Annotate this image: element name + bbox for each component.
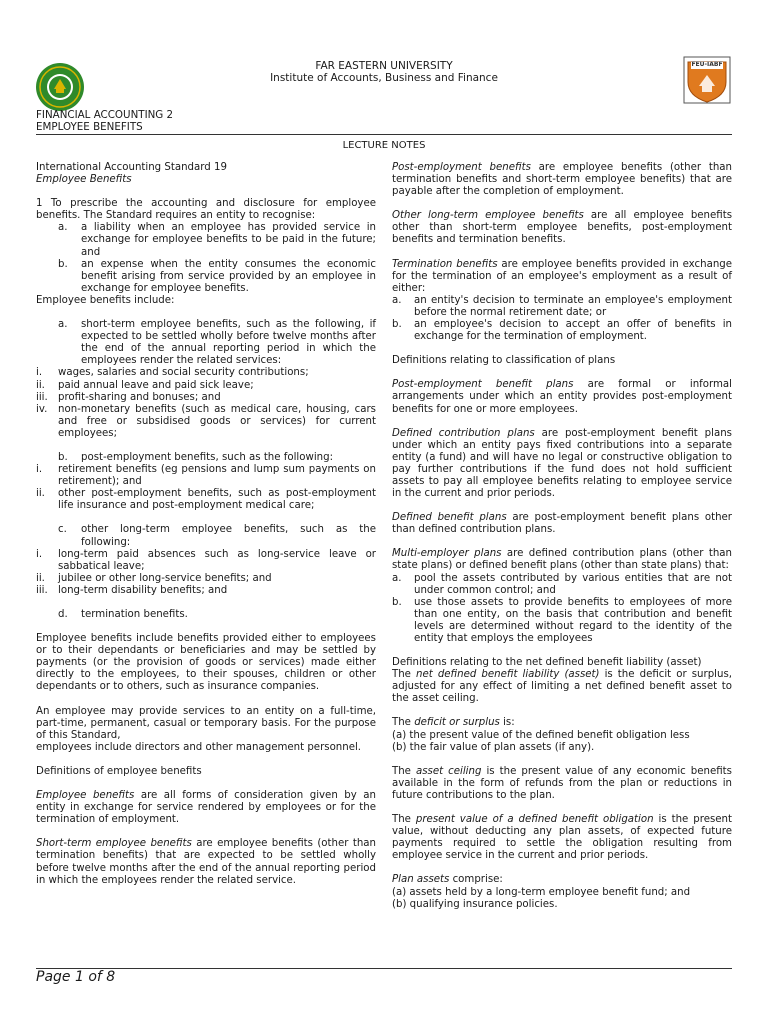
left-column <box>36 162 376 899</box>
list-item <box>36 609 376 621</box>
term: Multi-employer plans <box>392 548 502 560</box>
benefit-d-list <box>36 609 376 621</box>
list-item <box>36 367 376 379</box>
plan-assets-item-b: (b) qualifying insurance policies. <box>392 898 558 910</box>
list-text: termination benefits. <box>81 609 188 620</box>
benefit-c-sublist <box>36 549 376 597</box>
term: present value of a defined benefit obligation <box>415 814 654 826</box>
term: Plan assets <box>392 874 450 886</box>
definition-text: is: <box>499 717 515 729</box>
provided-paragraph: Employee benefits include benefits provided either to employees or to their dependants or beneficiaries and may be settled by payments (or the provision of goods or services) made either directly to the employees, to their spouses, children or other dependants or to others, such as insurance companies. <box>36 633 376 693</box>
term: Defined contribution plans <box>392 427 535 439</box>
list-marker: c. <box>58 524 67 536</box>
prefix: The <box>392 717 415 729</box>
course-topic: EMPLOYEE BENEFITS <box>36 121 143 133</box>
asset-ceiling-definition <box>392 766 732 802</box>
term: Short-term employee benefits <box>36 838 192 850</box>
list-text: pool the assets contributed by various entities that are not under common control; and <box>414 572 732 596</box>
other-long-term-definition <box>392 210 732 246</box>
multi-employer-list <box>392 573 732 646</box>
list-marker: b. <box>392 596 402 608</box>
list-marker: ii. <box>36 379 45 391</box>
definition-text: are all employee benefits other than short-term employee benefits, post-employment benefits and termination benefits. <box>392 210 733 246</box>
employee-paragraph-b: employees include directors and other management personnel. <box>36 741 362 753</box>
plan-assets-item-a: (a) assets held by a long-term employee benefit fund; and <box>392 886 691 898</box>
list-text: other post-employment benefits, such as post-employment life insurance and post-employment medical care; <box>58 488 376 512</box>
footer-divider <box>36 968 732 969</box>
defined-contribution-definition <box>392 428 732 501</box>
benefit-a-sublist <box>36 367 376 440</box>
benefit-a-list <box>36 319 376 367</box>
list-item <box>36 392 376 404</box>
list-text: an employee's decision to accept an offer of benefits in exchange for the termination of employment. <box>414 319 732 343</box>
right-column <box>392 162 732 911</box>
list-marker: i. <box>36 548 43 560</box>
list-marker: a. <box>392 294 402 306</box>
list-item <box>36 464 376 488</box>
list-marker: i. <box>36 367 43 379</box>
university-header <box>0 60 768 84</box>
term: Post-employment benefits <box>392 162 531 173</box>
list-text: short-term employee benefits, such as the following, if expected to be settled wholly before twelve months after the end of the annual reporting period in which the employees render the related services: <box>81 319 376 367</box>
term: Post-employment benefit plans <box>392 379 574 391</box>
net-liability-definition <box>392 669 732 705</box>
institute-name: Institute of Accounts, Business and Finance <box>270 72 498 84</box>
list-text: paid annual leave and paid sick leave; <box>58 379 254 391</box>
list-item <box>36 222 376 258</box>
list-marker: ii. <box>36 572 45 584</box>
employee-benefits-definition <box>36 790 376 826</box>
list-text: retirement benefits (eg pensions and lump sum payments on retirement); and <box>58 464 376 488</box>
include-heading: Employee benefits include: <box>36 294 175 306</box>
term: deficit or surplus <box>414 717 500 729</box>
net-liability-heading: Definitions relating to the net defined benefit liability (asset) <box>392 657 702 669</box>
list-item <box>36 404 376 440</box>
definition-text: are post-employment benefit plans other than defined contribution plans. <box>392 512 732 536</box>
list-text: other long-term employee benefits, such as the following: <box>81 524 376 548</box>
definition-text: are defined contribution plans (other than state plans) or defined benefit plans (other than state plans) that: <box>392 548 733 572</box>
list-item <box>36 380 376 392</box>
definition-text: are all forms of consideration given by an entity in exchange for service rendered by employees or for the termination of employment. <box>36 790 376 826</box>
defined-benefit-definition <box>392 512 732 536</box>
term: asset ceiling <box>415 765 482 777</box>
term: Employee benefits <box>36 790 135 802</box>
list-item <box>392 597 732 645</box>
list-marker: b. <box>392 319 402 331</box>
list-item <box>36 585 376 597</box>
definition-text: are employee benefits provided in exchange for the termination of an employee's employment as a result of either: <box>392 258 733 294</box>
list-item <box>36 549 376 573</box>
objective-paragraph: 1 To prescribe the accounting and disclosure for employee benefits. The Standard requires an entity to recognise: <box>36 198 376 222</box>
term: Termination benefits <box>392 258 498 270</box>
term: Defined benefit plans <box>392 512 507 524</box>
course-title: FINANCIAL ACCOUNTING 2 <box>36 109 174 121</box>
list-marker: a. <box>58 319 68 331</box>
definition-text: are formal or informal arrangements under which an entity provides post-employment benefits for one or more employees. <box>392 379 732 415</box>
list-item <box>36 524 376 548</box>
list-marker: iii. <box>36 584 48 596</box>
employee-paragraph-a: An employee may provide services to an entity on a full-time, part-time, permanent, casual or temporary basis. For the purpose of this Standard, <box>36 705 376 741</box>
standard-title: International Accounting Standard 19 <box>36 162 227 173</box>
list-item <box>36 573 376 585</box>
post-employment-plans-definition <box>392 379 732 415</box>
present-value-definition <box>392 814 732 862</box>
list-text: jubilee or other long-service benefits; and <box>58 572 272 584</box>
list-marker: iv. <box>36 403 48 415</box>
list-item <box>392 295 732 319</box>
list-text: wages, salaries and social security contributions; <box>58 367 309 379</box>
definition-text: are post-employment benefit plans under which an entity pays fixed contributions into a separate entity (a fund) and will have no legal or constructive obligation to pay further contributions if the fund does not hold sufficient assets to pay all employee benefits relating to employee service in the current and prior periods. <box>392 427 732 500</box>
benefit-b-list <box>36 452 376 464</box>
definition-text: is the present value, without deducting any plan assets, of expected future payments required to settle the obligation resulting from employee service in the current and prior periods. <box>392 814 732 862</box>
list-marker: iii. <box>36 391 48 403</box>
definition-text: is the present value of any economic benefits available in the form of refunds from the plan or reductions in future contributions to the plan. <box>392 765 732 801</box>
termination-definition <box>392 259 732 295</box>
list-text: long-term disability benefits; and <box>58 584 228 596</box>
deficit-surplus-definition <box>392 717 732 729</box>
list-marker: i. <box>36 464 43 476</box>
course-info <box>36 109 173 133</box>
definition-text: is the deficit or surplus, adjusted for any effect of limiting a net defined benefit asset to the asset ceiling. <box>392 669 732 705</box>
prefix: The <box>392 814 416 826</box>
list-item <box>36 488 376 512</box>
list-text: non-monetary benefits (such as medical care, housing, cars and free or subsidised goods or services) for current employees; <box>58 403 376 439</box>
short-term-definition <box>36 838 376 886</box>
prefix: The <box>392 669 417 681</box>
list-text: an expense when the entity consumes the economic benefit arising from service provided by an employee in exchange for employee benefits. <box>81 258 376 294</box>
list-item <box>36 452 376 464</box>
prefix: The <box>392 765 416 777</box>
plan-assets-definition <box>392 874 732 886</box>
definition-text: are employee benefits (other than termination benefits) that are expected to be settled wholly before twelve months after the end of the annual reporting period in which the employees render the related service. <box>36 838 376 886</box>
post-employment-definition <box>392 162 732 198</box>
list-item <box>392 319 732 343</box>
list-marker: b. <box>58 451 68 463</box>
term: Other long-term employee benefits <box>392 210 584 222</box>
list-item <box>36 319 376 367</box>
list-marker: a. <box>392 572 402 584</box>
benefit-c-list <box>36 524 376 548</box>
list-text: use those assets to provide benefits to employees of more than one entity, on the basis that contribution and benefit levels are determined without regard to the identity of the entity that employs the employees <box>414 596 732 644</box>
standard-name: Employee Benefits <box>36 174 132 186</box>
list-text: post-employment benefits, such as the following: <box>81 451 334 463</box>
deficit-item-a: (a) the present value of the defined benefit obligation less <box>392 729 690 741</box>
benefit-b-sublist <box>36 464 376 512</box>
recognise-list <box>36 222 376 295</box>
list-text: an entity's decision to terminate an employee's employment before the normal retirement date; or <box>414 294 732 318</box>
term: net defined benefit liability (asset) <box>416 669 600 681</box>
list-marker: a. <box>58 222 68 234</box>
multi-employer-definition <box>392 548 732 572</box>
header-divider <box>36 134 732 135</box>
list-item <box>392 573 732 597</box>
shield-caption: FEU-IABF <box>691 61 723 68</box>
deficit-item-b: (b) the fair value of plan assets (if any). <box>392 741 595 753</box>
definition-text: are employee benefits (other than termination benefits and short-term employee benefits) that are payable after the completion of employment. <box>392 162 732 198</box>
lecture-notes-label: LECTURE NOTES <box>342 140 426 151</box>
list-marker: b. <box>58 258 68 270</box>
list-marker: ii. <box>36 488 45 500</box>
list-item <box>36 259 376 295</box>
list-marker: d. <box>58 609 68 620</box>
list-text: a liability when an employee has provided service in exchange for employee benefits to be paid in the future; and <box>81 222 376 258</box>
university-name: FAR EASTERN UNIVERSITY <box>315 60 453 72</box>
list-text: long-term paid absences such as long-service leave or sabbatical leave; <box>58 548 376 572</box>
definition-text: comprise: <box>449 874 503 886</box>
list-text: profit-sharing and bonuses; and <box>58 391 221 403</box>
definitions-heading: Definitions of employee benefits <box>36 765 202 777</box>
classification-heading: Definitions relating to classification of plans <box>392 355 616 367</box>
page-number: Page 1 of 8 <box>36 969 116 985</box>
termination-list <box>392 295 732 343</box>
